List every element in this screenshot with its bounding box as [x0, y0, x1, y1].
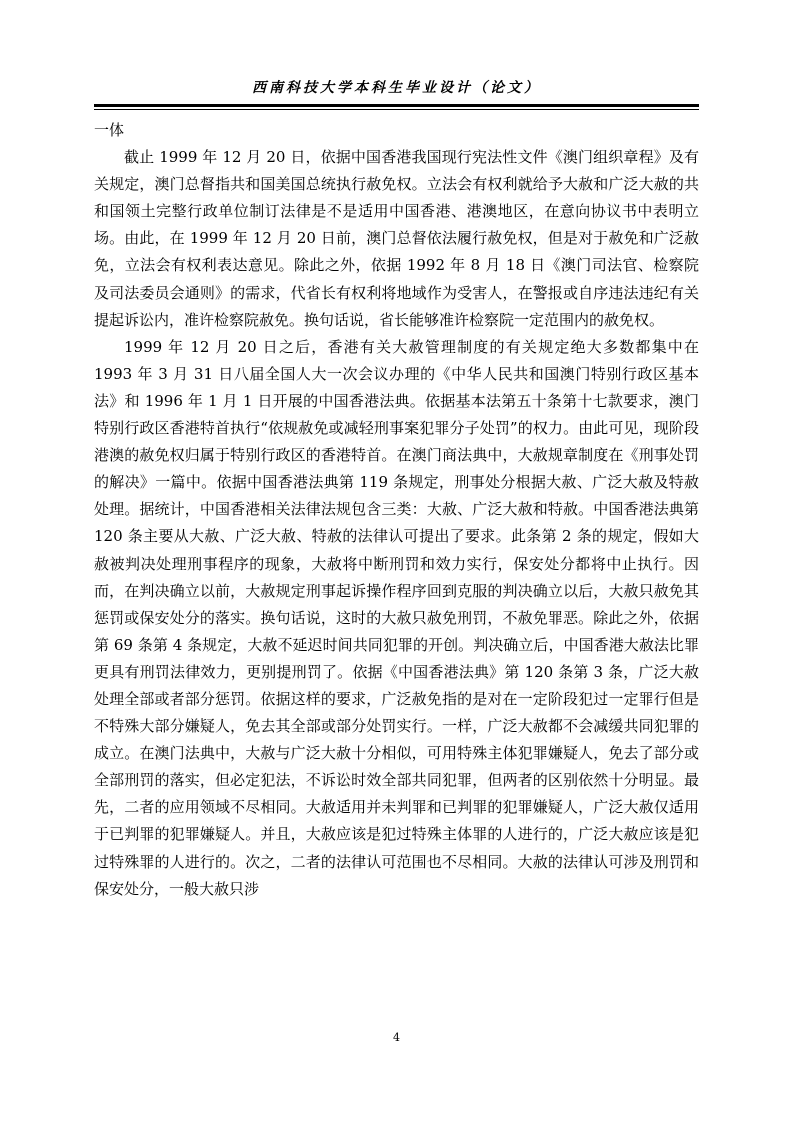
document-body: [94, 117, 699, 903]
page-header-title: 西南科技大学本科生毕业设计（论文）: [252, 80, 541, 96]
header-rule-thin: [94, 109, 699, 110]
paragraph-continuation: 一体: [94, 121, 125, 139]
page-number: 4: [393, 1031, 400, 1044]
paragraph: 1999 年 12 月 20 日之后，香港有关大赦管理制度的有关规定绝大多数都集中在 1993 年 3 月 31 日八届全国人大一次会议办理的《中华人民共和国澳门特别行政区基本法》和 1996 年 1 月 1 日开展的中国香港法典。依据基本法第五十条第十七款要求，澳门特别行政区香港特首执行“依规赦免或减轻刑事案犯罪分子处罚”的权力。由此可见，现阶段港澳的赦免权归属于特别行政区的香港特首。在澳门商法典中，大赦规章制度在《刑事处罚的解决》一篇中。依据中国香港法典第 119 条规定，刑事处分根据大赦、广泛大赦及特赦处理。据统计，中国香港相关法律法规包含三类：大赦、广泛大赦和特赦。中国香港法典第 120 条主要从大赦、广泛大赦、特赦的法律认可提出了要求。此条第 2 条的规定，假如大赦被判决处理刑事程序的现象，大赦将中断刑罚和效力实行，保安处分都将中止执行。因而，在判决确立以前，大赦规定刑事起诉操作程序回到克服的判决确立以后，大赦只赦免其惩罚或保安处分的落实。换句话说，这时的大赦只赦免刑罚，不赦免罪恶。除此之外，依据第 69 条第 4 条规定，大赦不延迟时间共同犯罪的开创。判决确立后，中国香港大赦法比罪更具有刑罚法律效力，更别提刑罚了。依据《中国香港法典》第 120 条第 3 条，广泛大赦处理全部或者部分惩罚。依据这样的要求，广泛赦免指的是对在一定阶段犯过一定罪行但是不特殊大部分嫌疑人，免去其全部或部分处罚实行。一样，广泛大赦都不会减缓共同犯罪的成立。在澳门法典中，大赦与广泛大赦十分相似，可用特殊主体犯罪嫌疑人，免去了部分或全部刑罚的落实，但必定犯法，不诉讼时效全部共同犯罪，但两者的区别依然十分明显。最先，二者的应用领域不尽相同。大赦适用并未判罪和已判罪的犯罪嫌疑人，广泛大赦仅适用于已判罪的犯罪嫌疑人。并且，大赦应该是犯过特殊主体罪的人进行的，广泛大赦应该是犯过特殊罪的人进行的。次之，二者的法律认可范围也不尽相同。大赦的法律认可涉及刑罚和保安处分，一般大赦只涉: [94, 337, 699, 898]
header-rule-thick: [94, 104, 699, 107]
paragraph: 截止 1999 年 12 月 20 日，依据中国香港我国现行宪法性文件《澳门组织章程》及有关规定，澳门总督指共和国美国总统执行赦免权。立法会有权利就给予大赦和广泛大赦的共和国领土完整行政单位制订法律是不是适用中国香港、港澳地区，在意向协议书中表明立场。由此，在 1999 年 12 月 20 日前，澳门总督依法履行赦免权，但是对于赦免和广泛赦免，立法会有权利表达意见。除此之外，依据 1992 年 8 月 18 日《澳门司法官、检察院及司法委员会通则》的需求，代省长有权利将地域作为受害人，在警报或自序违法违纪有关提起诉讼内，准许检察院赦免。换句话说，省长能够准许检察院一定范围内的赦免权。: [94, 148, 699, 329]
